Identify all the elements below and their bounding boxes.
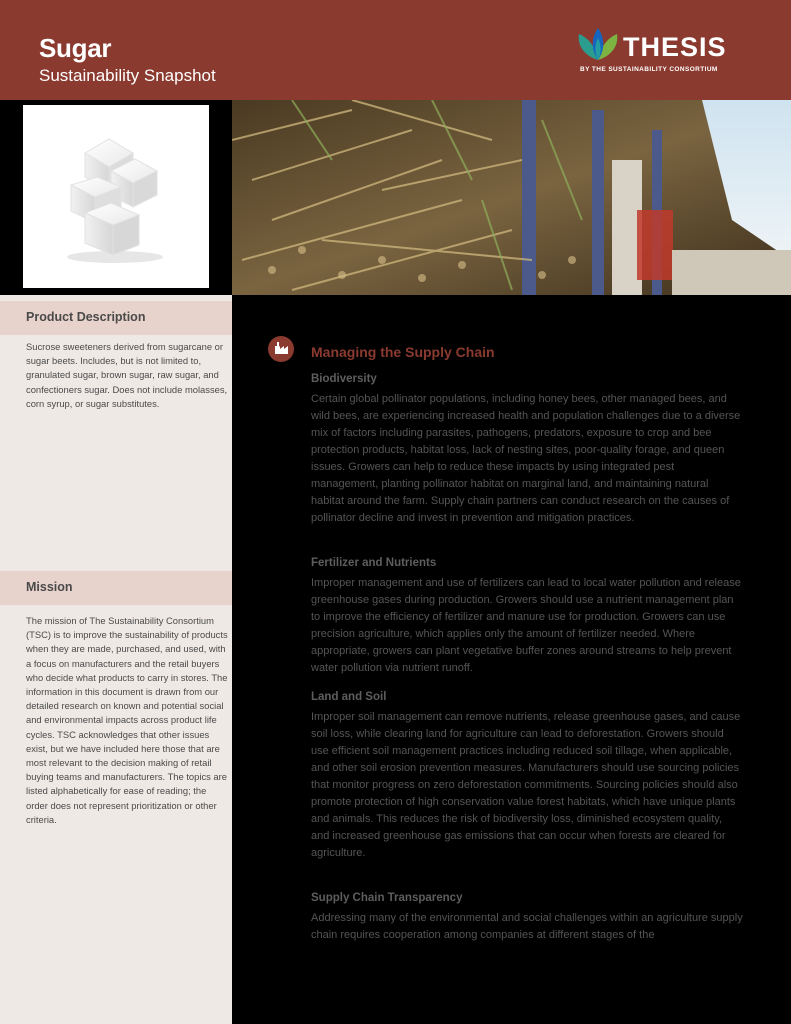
mission-header: [0, 571, 232, 605]
logo-wordmark: THESIS: [623, 32, 727, 62]
sugarcane-truck-photo: [232, 100, 791, 295]
mission-heading: Mission: [26, 580, 73, 594]
factory-icon: [268, 336, 294, 362]
thesis-logo: [575, 26, 745, 78]
sugar-cubes-image: [23, 105, 209, 288]
sidebar: [0, 295, 232, 1024]
page-title: Sugar: [39, 33, 112, 63]
transparency-heading: Supply Chain Transparency: [311, 892, 463, 904]
sugar-cubes-photo: [0, 100, 232, 295]
product-description-heading: Product Description: [26, 310, 146, 324]
biodiversity-text: Certain global pollinator populations, including honey bees, other managed bees, and wild bees, are experiencing increased health and population challenges due to a diverse mix of factors including parasites, pathogens, predators, exposure to crop and bee protection products, habitat loss, lack of nesting sites, poor-quality forage, and queen issues. Growers can help to reduce these impacts by using integrated pest management, planting pollinator habitat on marginal land, and maintaining natural habitat around the farm. Supply chain partners can conduct research on the causes of pollinator decline and invest in prevention and mitigation practices.: [311, 393, 741, 524]
page-subtitle: Sustainability Snapshot: [39, 66, 216, 85]
header-banner: [0, 0, 791, 100]
biodiversity-heading: Biodiversity: [311, 373, 377, 385]
mission-text: The mission of The Sustainability Consortium (TSC) is to improve the sustainability of products when they are made, purchased, and used, with a focus on manufacturers and the retail buyers who decide what products to carry in stores. The information in this document is drawn from our detailed research on known and potential social and environmental impacts across product life cycles. TSC acknowledges that other issues exist, but we have included here those that are most relevant to the decision making of retail buying teams and manufacturers. The topics are listed alphabetically for ease of reading; the order does not represent prioritization or other criteria.: [26, 615, 228, 825]
land-soil-heading: Land and Soil: [311, 691, 387, 703]
transparency-text: Addressing many of the environmental and social challenges within an agriculture supply chain requires cooperation among companies at different stages of the: [311, 912, 743, 941]
fertilizer-text: Improper management and use of fertilizers can lead to local water pollution and release greenhouse gases during production. Growers should use a nutrient management plan to improve the efficiency of fertilizer and manure use for production. Growers can use precision agriculture, which applies only the amount of fertilizer needed. Where appropriate, growers can plant vegetative buffer zones around streams to help prevent water pollution via nutrient runoff.: [311, 577, 741, 674]
main-content: [232, 295, 791, 1024]
fertilizer-heading: Fertilizer and Nutrients: [311, 557, 437, 569]
section-title: Managing the Supply Chain: [311, 344, 495, 360]
logo-tagline: BY THE SUSTAINABILITY CONSORTIUM: [580, 66, 718, 73]
land-soil-text: Improper soil management can remove nutrients, release greenhouse gases, and cause soil loss, while clearing land for agriculture can lead to deforestation. Growers should use efficient soil management practices including reduced soil tillage, when applicable, and other soil erosion prevention measures. Manufacturers should use sourcing policies that monitor progress on zero deforestation commitments. Sourcing policies should also promote protection of high conservation value forest habitats, which have unique plants and animals. This reduces the risk of biodiversity loss, diminished ecosystem quality, and increased greenhouse gas emissions that can occur when forests are cleared for agriculture.: [311, 711, 741, 859]
leaf-logo-icon: [575, 26, 621, 64]
product-description-header: [0, 301, 232, 335]
product-description-text: Sucrose sweeteners derived from sugarcane or sugar beets. Includes, but is not limited to, granulated sugar, brown sugar, raw sugar, and confectioners sugar. Does not include molasses, corn syrup, or sugar substitutes.: [26, 341, 228, 409]
